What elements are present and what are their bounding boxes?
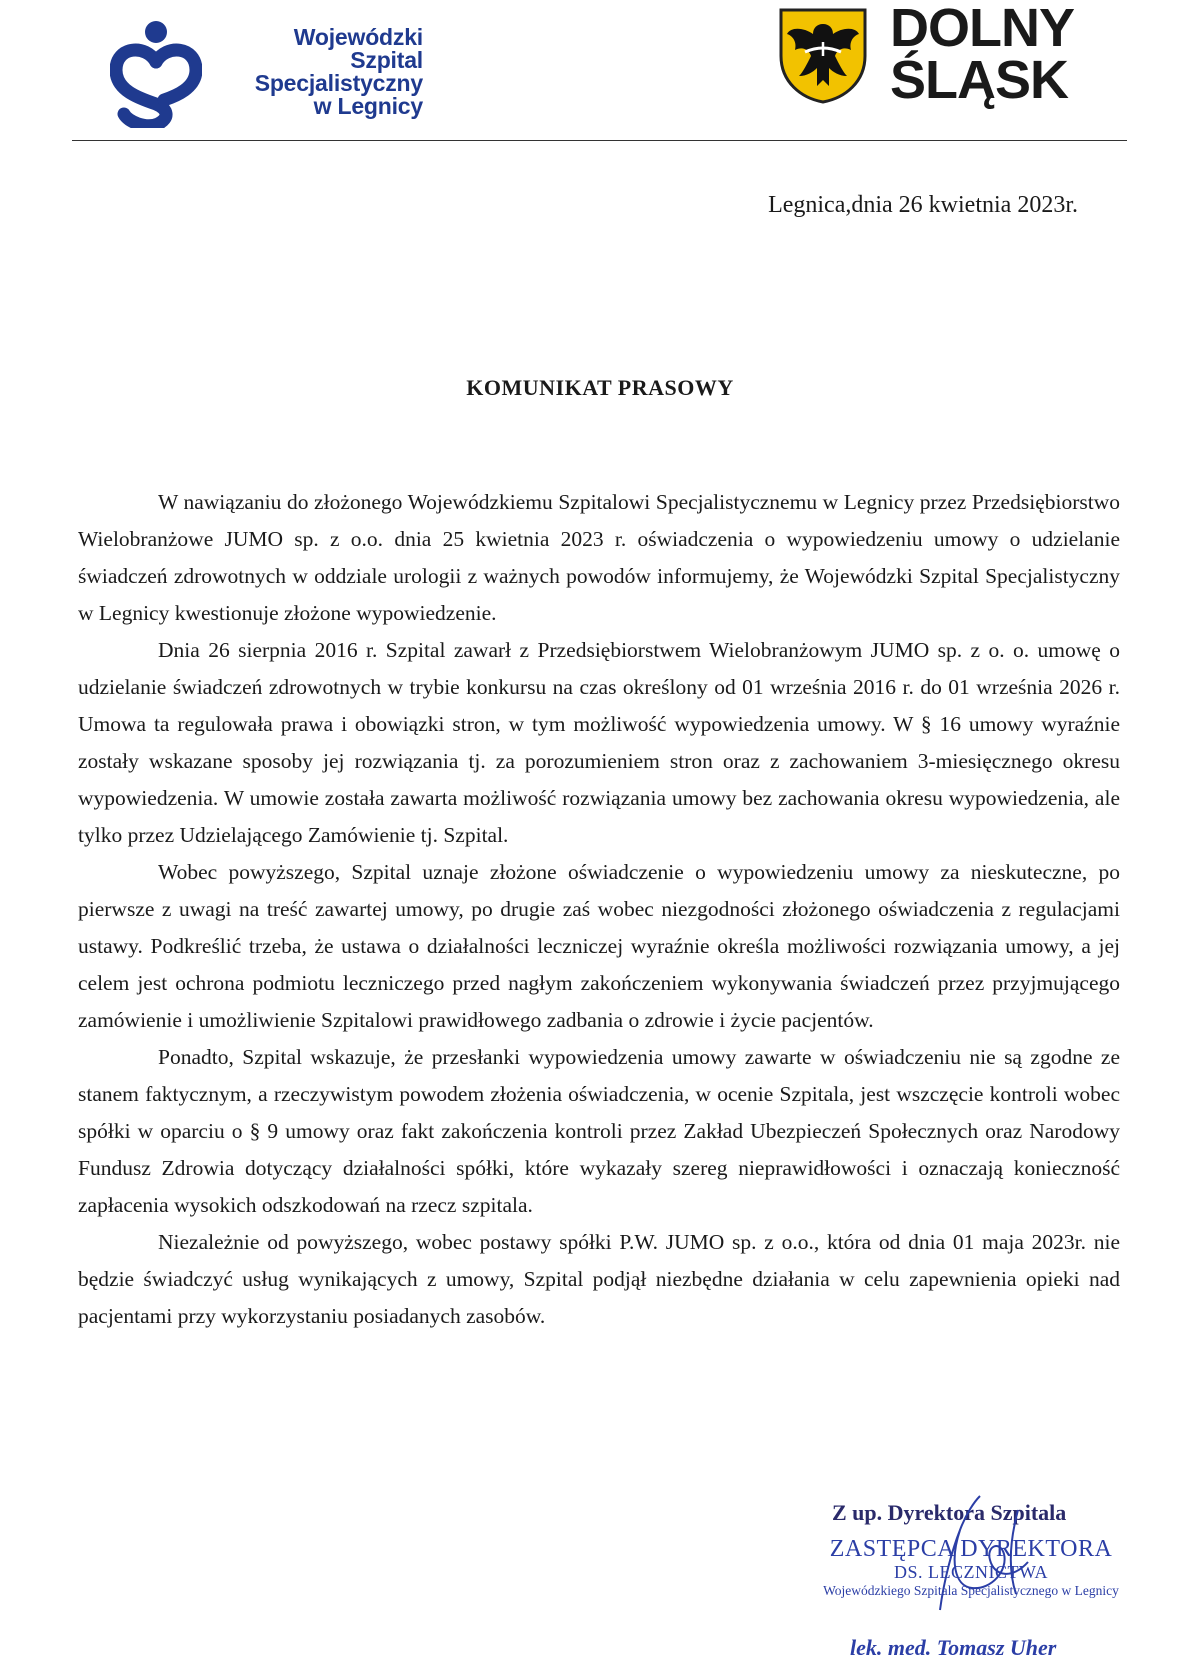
hospital-name bbox=[205, 26, 423, 118]
body-paragraph: Wobec powyższego, Szpital uznaje złożone oświadczenie o wypowiedzeniu umowy za nieskuteczne, po pierwsze z uwagi na treść zawartej umowy, po drugie zaś wobec niezgodności złożonego oświadczenia z regulacjami ustawy. Podkreślić trzeba, że ustawa o działalności leczniczej wyraźnie określa możliwości rozwiązania umowy, a jej celem jest ochrona podmiotu leczniczego przed nagłym zakończeniem wykonywania świadczeń przez przyjmującego zamówienie i umożliwienie Szpitalowi prawidłowego zadbania o zdrowie i życie pacjentów. bbox=[78, 860, 1120, 1032]
document-body bbox=[78, 484, 1120, 1335]
hospital-name-line: w Legnicy bbox=[313, 93, 423, 119]
hospital-name-line: Wojewódzki bbox=[293, 24, 423, 50]
body-paragraph: W nawiązaniu do złożonego Wojewódzkiemu Szpitalowi Specjalistycznemu w Legnicy przez Przedsiębiorstwo Wielobranżowe JUMO sp. z o.o. dnia 25 kwietnia 2023 r. oświadczenia o wypowiedzeniu umowy o udzielanie świadczeń zdrowotnych w oddziale urologii z ważnych powodów informujemy, że Wojewódzki Szpital Specjalistyczny w Legnicy kwestionuje złożone wypowiedzenie. bbox=[78, 490, 1120, 625]
signature-authority: Z up. Dyrektora Szpitala bbox=[832, 1500, 1067, 1525]
body-paragraph: Dnia 26 sierpnia 2016 r. Szpital zawarł z Przedsiębiorstwem Wielobranżowym JUMO sp. z o. o. umowę o udzielanie świadczeń zdrowotnych w trybie konkursu na czas określony od 01 września 2016 r. do 01 września 2026 r. Umowa ta regulowała prawa i obowiązki stron, w tym możliwość wypowiedzenia umowy. W § 16 umowy wyraźnie zostały wskazane sposoby jej rozwiązania tj. za porozumieniem stron oraz z zachowaniem 3-miesięcznego okresu wypowiedzenia. W umowie została zawarta możliwość rozwiązania umowy bez zachowania okresu wypowiedzenia, ale tylko przez Udzielającego Zamówienie tj. Szpital. bbox=[78, 638, 1120, 847]
signatory-name: lek. med. Tomasz Uher bbox=[850, 1635, 1057, 1660]
eagle-coat-of-arms-icon bbox=[777, 6, 869, 104]
letterhead bbox=[0, 0, 1200, 150]
document-title: KOMUNIKAT PRASOWY bbox=[466, 375, 734, 400]
region-name-line: DOLNY bbox=[890, 0, 1074, 58]
heart-person-icon bbox=[110, 18, 202, 128]
stamp-institution: Wojewódzkiego Szpitala Specjalistycznego w Legnicy bbox=[823, 1583, 1119, 1598]
hospital-name-line: Specjalistyczny bbox=[254, 70, 423, 96]
region-name bbox=[890, 0, 1074, 110]
signature-block bbox=[790, 1500, 1150, 1662]
body-paragraph: Niezależnie od powyższego, wobec postawy spółki P.W. JUMO sp. z o.o., która od dnia 01 maja 2023r. nie będzie świadczyć usług wynikających z umowy, Szpital podjął niezbędne działania w celu zapewnienia opieki nad pacjentami przy wykorzystaniu posiadanych zasobów. bbox=[78, 1230, 1120, 1328]
document-date: Legnica,dnia 26 kwietnia 2023r. bbox=[768, 192, 1078, 218]
hospital-name-line: Szpital bbox=[350, 47, 423, 73]
handwritten-signature bbox=[900, 1490, 1050, 1620]
region-name-line: ŚLĄSK bbox=[890, 50, 1069, 110]
stamp-title: ZASTĘPCA DYREKTORA bbox=[829, 1536, 1113, 1562]
body-paragraph: Ponadto, Szpital wskazuje, że przesłanki wypowiedzenia umowy zawarte w oświadczeniu nie są zgodne ze stanem faktycznym, a rzeczywistym powodem złożenia oświadczenia, w ocenie Szpitala, jest wszczęcie kontroli wobec spółki w oparciu o § 9 umowy oraz fakt zakończenia kontroli przez Zakład Ubezpieczeń Społecznych oraz Narodowy Fundusz Zdrowia dotyczący działalności spółki, które wykazały szereg nieprawidłowości i oznaczają konieczność zapłacenia wysokich odszkodowań na rzecz szpitala. bbox=[78, 1045, 1120, 1217]
header-divider bbox=[72, 140, 1127, 141]
stamp-department: DS. LECZNICTWA bbox=[894, 1562, 1048, 1582]
